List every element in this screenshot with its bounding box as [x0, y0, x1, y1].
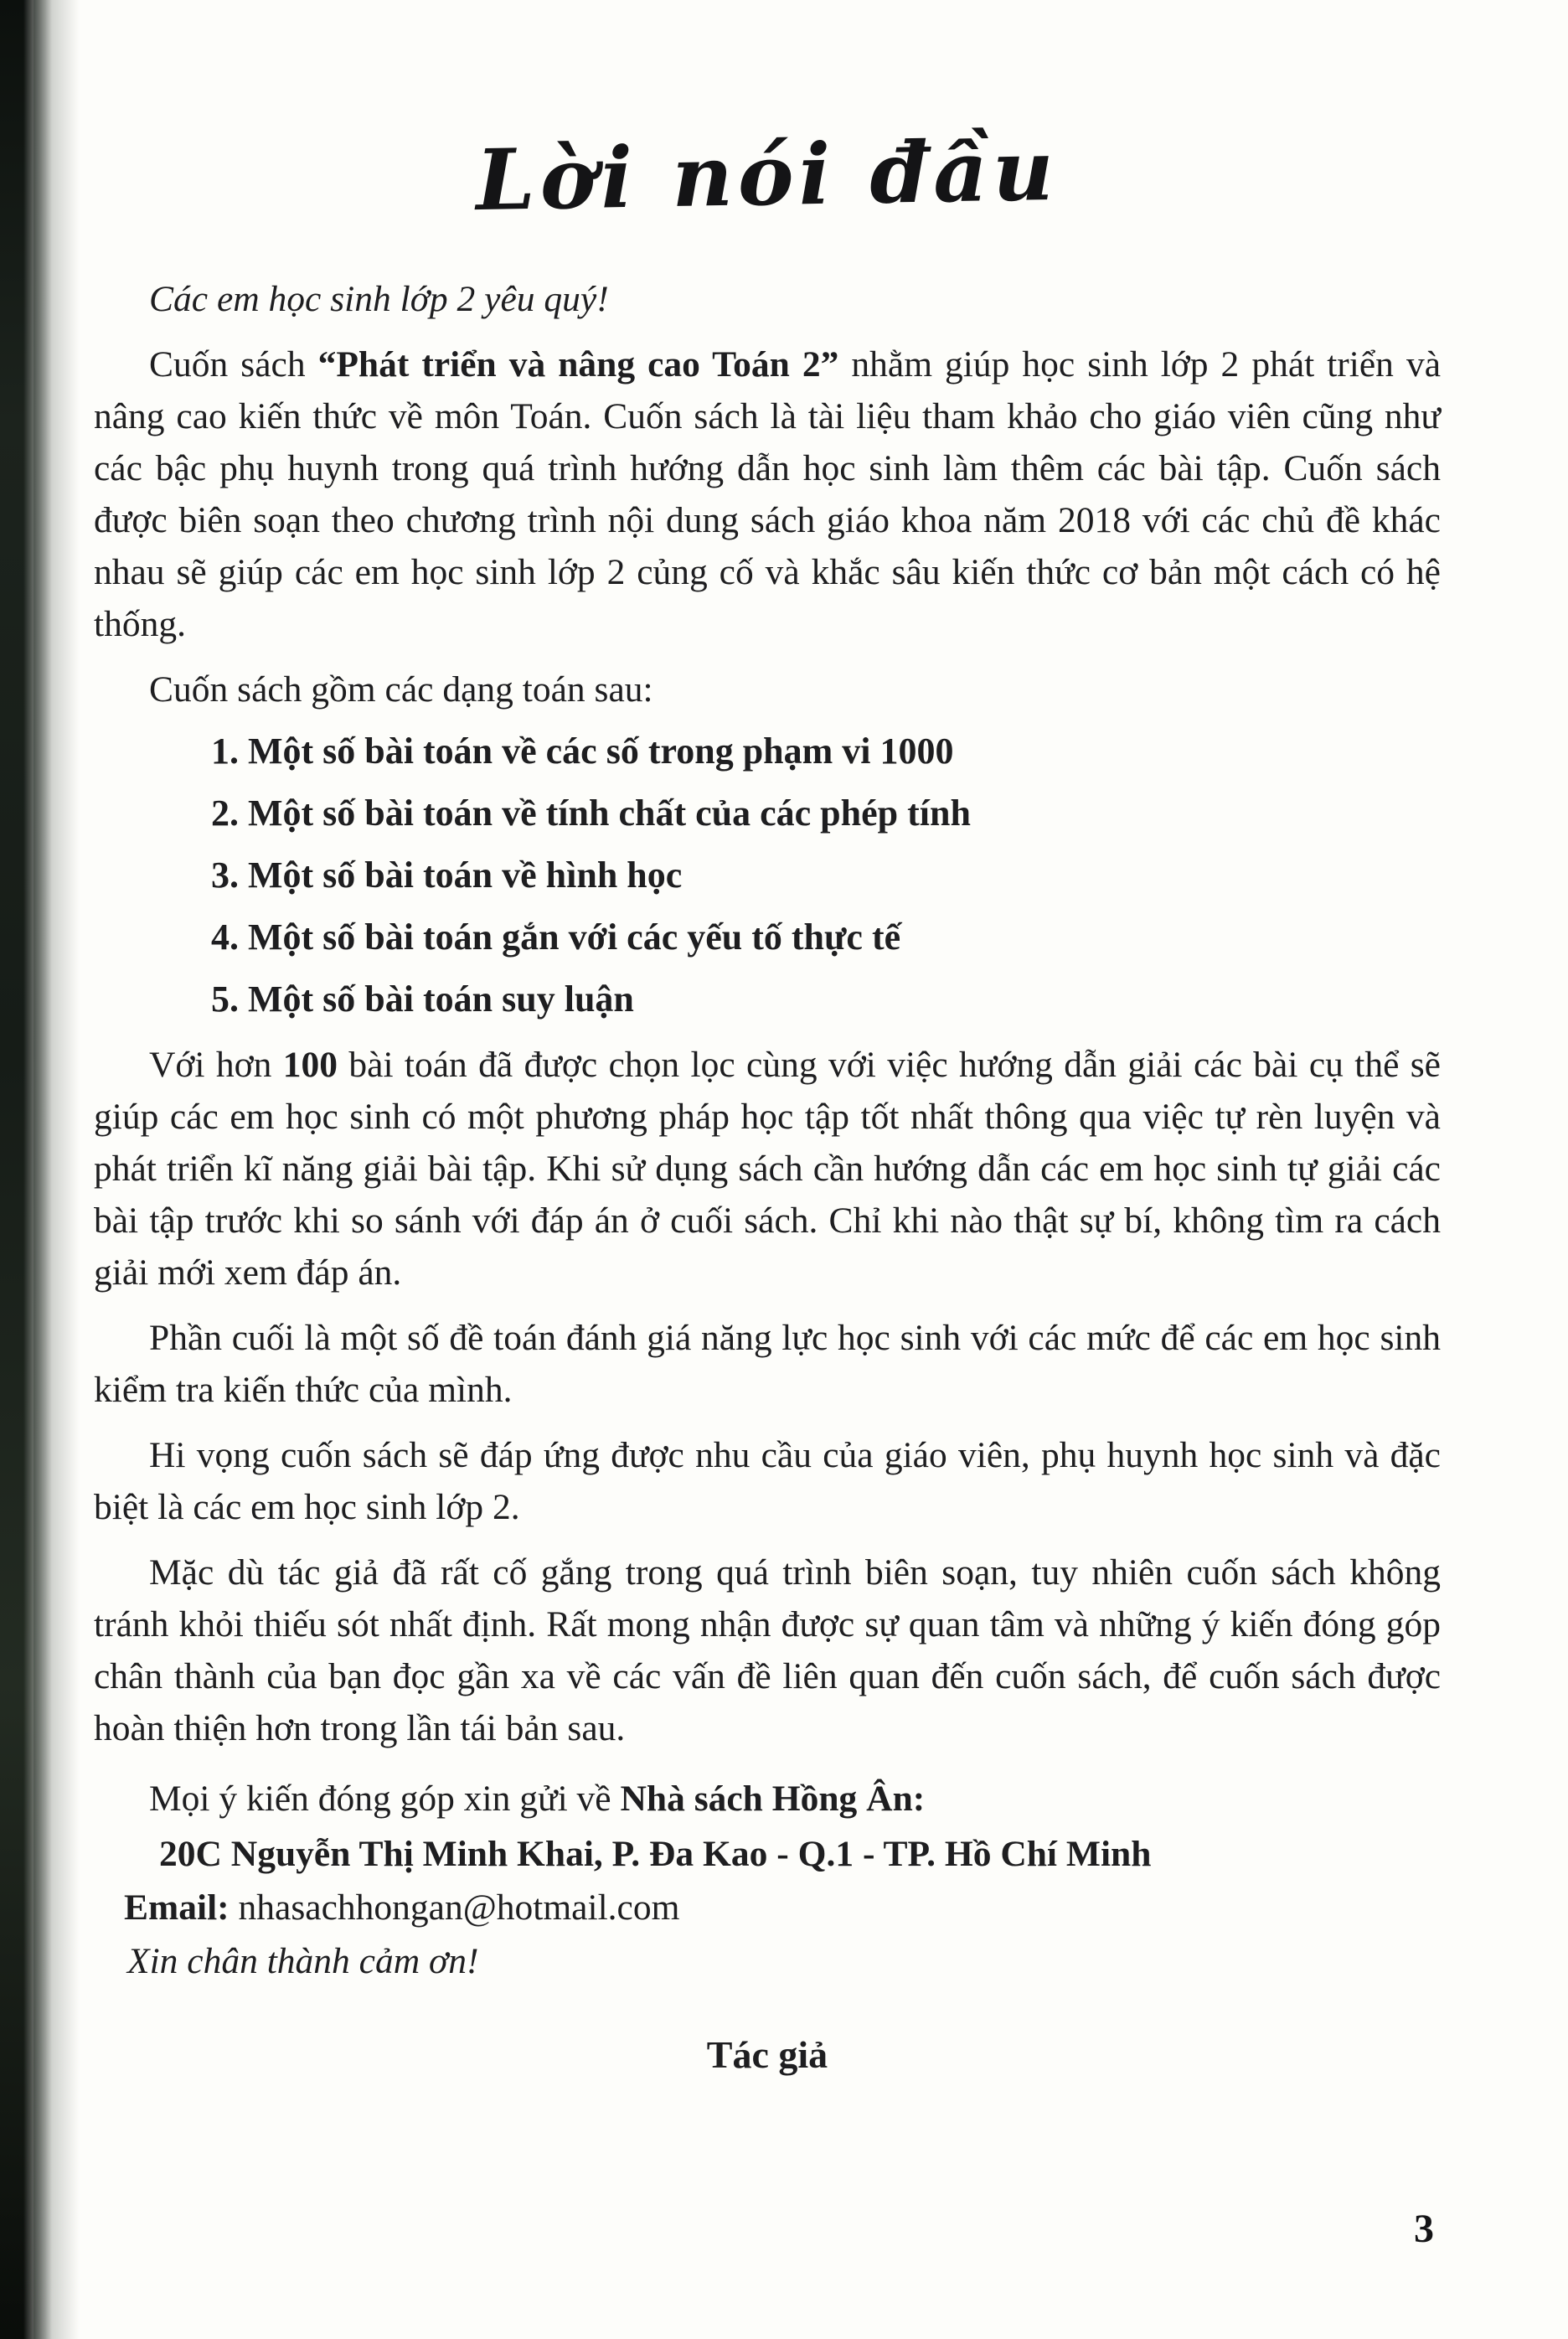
topic-list-item-4: 4. Một số bài toán gắn với các yếu tố thực tế [211, 916, 901, 958]
email-line [94, 1882, 1441, 1934]
method-paragraph [94, 1039, 1441, 1299]
book-title-text: “Phát triển và nâng cao Toán 2” [317, 344, 839, 385]
greeting-line: Các em học sinh lớp 2 yêu quý! [149, 279, 609, 319]
page-number: 3 [1414, 2207, 1434, 2251]
publisher-address-line: 20C Nguyễn Thị Minh Khai, P. Đa Kao - Q.1 - TP. Hồ Chí Minh [159, 1834, 1152, 1874]
contact-lead-text: Mọi ý kiến đóng góp xin gửi về [149, 1779, 621, 1819]
topic-list [94, 720, 1441, 1030]
thanks-line: Xin chân thành cảm ơn! [127, 1941, 479, 1981]
author-signature: Tác giả [706, 2033, 828, 2076]
contact-paragraph [94, 1773, 1441, 1825]
hope-paragraph: Hi vọng cuốn sách sẽ đáp ứng được nhu cầu của giáo viên, phụ huynh học sinh và đặc biệt là các em học sinh lớp 2. [94, 1435, 1441, 1527]
intro-paragraph [94, 338, 1441, 650]
list-intro-line: Cuốn sách gồm các dạng toán sau: [149, 669, 653, 710]
publisher-name-text: Nhà sách Hồng Ân: [620, 1779, 926, 1819]
email-address-text: nhasachhongan@hotmail.com [229, 1887, 680, 1928]
email-label: Email: [124, 1887, 230, 1928]
intro-lead-text: Cuốn sách [149, 344, 318, 385]
topic-list-item-1: 1. Một số bài toán về các số trong phạm vi 1000 [211, 731, 954, 772]
topic-list-item-5: 5. Một số bài toán suy luận [211, 978, 634, 1020]
method-lead-text: Với hơn [149, 1045, 283, 1085]
apology-paragraph: Mặc dù tác giả đã rất cố gắng trong quá trình biên soạn, tuy nhiên cuốn sách không tránh khỏi thiếu sót nhất định. Rất mong nhận được sự quan tâm và những ý kiến đóng góp chân thành của bạn đọc gần xa về các vấn đề liên quan đến cuốn sách, để cuốn sách được hoàn thiện hơn trong lần tái bản sau. [94, 1552, 1441, 1748]
topic-list-item-3: 3. Một số bài toán về hình học [211, 855, 683, 896]
page-title: Lời nói đầu [475, 120, 1060, 230]
method-rest-text: bài toán đã được chọn lọc cùng với việc hướng dẫn giải các bài cụ thể sẽ giúp các em học sinh có một phương pháp học tập tốt nhất thông qua việc tự rèn luyện và phát triển kĩ năng giải bài tập. Khi sử dụng sách cần hướng dẫn các em học sinh tự giải các bài tập trước khi so sánh với đáp án ở cuối sách. Chỉ khi nào thật sự bí, không tìm ra cách giải mới xem đáp án. [94, 1045, 1441, 1293]
intro-rest-text: nhằm giúp học sinh lớp 2 phát triển và nâng cao kiến thức về môn Toán. Cuốn sách là tài liệu tham khảo cho giáo viên cũng như các bậc phụ huynh trong quá trình hướng dẫn học sinh làm thêm các bài tập. Cuốn sách được biên soạn theo chương trình nội dung sách giáo khoa năm 2018 với các chủ đề khác nhau sẽ giúp các em học sinh lớp 2 củng cố và khắc sâu kiến thức cơ bản một cách có hệ thống. [94, 344, 1441, 644]
topic-list-item-2: 2. Một số bài toán về tính chất của các phép tính [211, 793, 971, 834]
assessment-paragraph: Phần cuối là một số đề toán đánh giá năng lực học sinh với các mức để các em học sinh kiểm tra kiến thức của mình. [94, 1318, 1441, 1410]
method-count-text: 100 [282, 1045, 338, 1085]
